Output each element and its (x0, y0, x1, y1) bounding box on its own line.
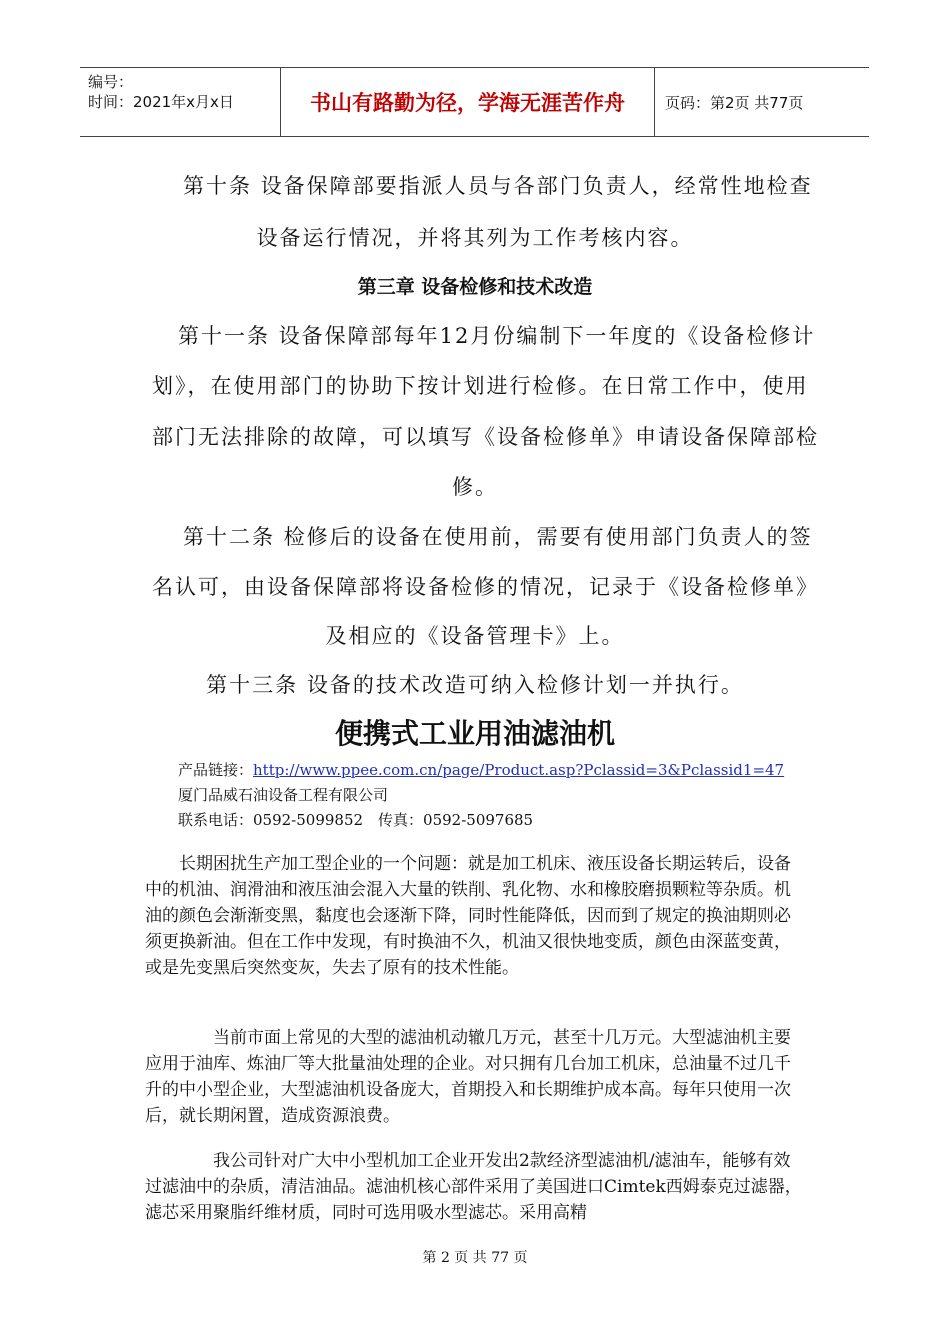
document-time: 时间：2021年x月x日 (88, 93, 234, 111)
article-10-line1: 第十条 设备保障部要指派人员与各部门负责人，经常性地检查 (183, 174, 813, 198)
product-link[interactable]: http://www.ppee.com.cn/page/Product.asp?Pclassid=3&Pclassid1=47 (253, 761, 785, 779)
product-link-label: 产品链接： (178, 761, 254, 779)
body-paragraph-2: 当前市面上常见的大型的滤油机动辙几万元，甚至十几万元。大型滤油机主要应用于油库、炼油厂等大批量油处理的企业。对只拥有几台加工机床，总油量不过几千升的中小型企业，大型滤油机设备庞大，首期投入和长期维护成本高。每年只使用一次后，就长期闲置，造成资源浪费。 (145, 1028, 791, 1126)
company-name: 厦门品威石油设备工程有限公司 (178, 786, 389, 804)
chapter-heading: 第三章 设备检修和技术改造 (357, 276, 593, 298)
article-13-line1: 第十三条 设备的技术改造可纳入检修计划一并执行。 (206, 673, 744, 697)
article-11-line2: 划》，在使用部门的协助下按计划进行检修。在日常工作中，使用 (152, 374, 809, 398)
page-footer: 第 2 页 共 77 页 (422, 1250, 528, 1266)
article-11-line4: 修。 (452, 475, 498, 499)
article-11-line1: 第十一条 设备保障部每年12月份编制下一年度的《设备检修计 (178, 324, 816, 348)
contact-info: 联系电话：0592-5099852 传真：0592-5097685 (178, 811, 534, 829)
article-10-line2: 设备运行情况，并将其列为工作考核内容。 (256, 226, 694, 250)
header-page-info: 页码：第2页 共77页 (665, 93, 804, 112)
article-11-line3: 部门无法排除的故障，可以填写《设备检修单》申请设备保障部检 (152, 425, 819, 449)
article-12-line1: 第十二条 检修后的设备在使用前，需要有使用部门负责人的签 (183, 525, 813, 549)
body-paragraph-3: 我公司针对广大中小型机加工企业开发出2款经济型滤油机/滤油车，能够有效过滤油中的杂质，清洁油品。滤油机核心部件采用了美国进口Cimtek西姆泰克过滤器，滤芯采用聚脂纤维材质，同时可选用吸水型滤芯。采用高精 (145, 1151, 802, 1223)
header-meta (80, 68, 281, 136)
header-motto: 书山有路勤为径，学海无涯苦作舟 (281, 68, 655, 136)
product-link-row (178, 759, 784, 780)
body-paragraph-1: 长期困扰生产加工型企业的一个问题：就是加工机床、液压设备长期运转后，设备中的机油、润滑油和液压油会混入大量的铁削、乳化物、水和橡胶磨损颗粒等杂质。机油的颜色会渐渐变黑，黏度也会逐渐下降，同时性能降低，因而到了规定的换油期则必须更换新油。但在工作中发现，有时换油不久，机油又很快地变质，颜色由深蓝变黄，或是先变黑后突然变灰，失去了原有的技术性能。 (145, 854, 791, 978)
document-number-label: 编号： (88, 73, 134, 91)
page-header (80, 67, 869, 137)
article-12-line3: 及相应的《设备管理卡》上。 (325, 624, 625, 648)
product-title: 便携式工业用油滤油机 (334, 717, 615, 750)
article-12-line2: 名认可，由设备保障部将设备检修的情况，记录于《设备检修单》 (152, 575, 819, 599)
